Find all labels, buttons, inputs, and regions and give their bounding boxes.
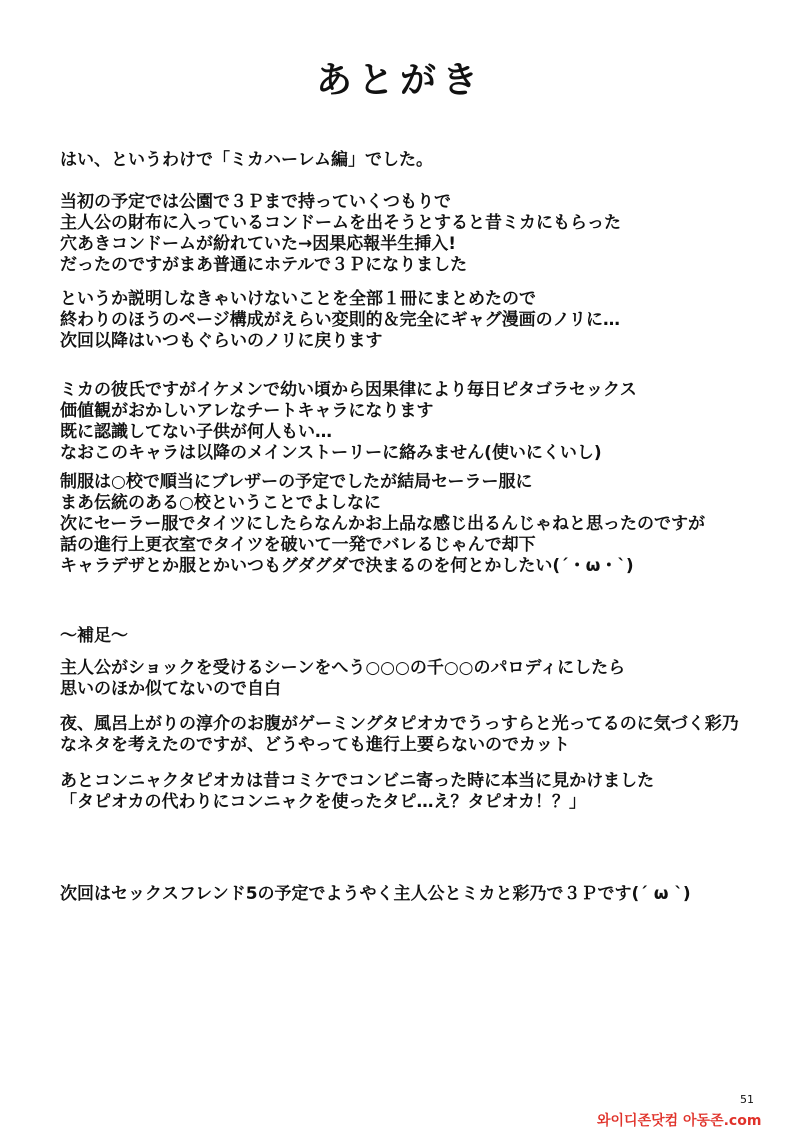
paragraph-plan <box>60 192 750 276</box>
text-line: 当初の予定では公園で３Ｐまで持っていくつもりで <box>60 192 451 212</box>
text-line: 価値観がおかしいアレなチートキャラになります <box>60 401 434 421</box>
page-title: あとがき <box>315 59 484 101</box>
text-line: 次にセーラー服でタイツにしたらなんかお上品な感じ出るんじゃねと思ったのですが <box>60 514 705 534</box>
paragraph-uniform <box>60 472 750 577</box>
text-line: 終わりのほうのページ構成がえらい変則的＆完全にギャグ漫画のノリに… <box>60 310 620 330</box>
paragraph-cut-idea <box>60 714 750 756</box>
paragraph-konjac <box>60 771 750 813</box>
text-line: 穴あきコンドームが紛れていた→因果応報半生挿入! <box>60 234 456 254</box>
watermark: 와이디존닷컴 아동존.com <box>597 1113 762 1129</box>
paragraph-boyfriend <box>60 380 750 464</box>
section-heading: ～補足～ <box>60 626 128 646</box>
text-line: 次回以降はいつもぐらいのノリに戻ります <box>60 331 383 351</box>
text-line: 既に認識してない子供が何人もい… <box>60 422 332 442</box>
text-line: 話の進行上更衣室でタイツを破いて一発でバレるじゃんで却下 <box>60 535 536 555</box>
text-line: 制服は○校で順当にブレザーの予定でしたが結局セーラー服に <box>60 472 533 492</box>
text-line: 夜、風呂上がりの淳介のお腹がゲーミングタピオカでうっすらと光ってるのに気づく彩乃 <box>60 714 739 734</box>
text-line: 次回はセックスフレンド5の予定でようやく主人公とミカと彩乃で３Ｐです(´ ω `) <box>60 884 691 904</box>
paragraph-parody <box>60 658 750 700</box>
text-line: 「タピオカの代わりにコンニャクを使ったタピ…え？タピオカ！？」 <box>60 792 586 812</box>
text-line: なネタを考えたのですが、どうやっても進行上要らないのでカット <box>60 735 570 755</box>
text-line: まあ伝統のある○校ということでよしなに <box>60 493 381 513</box>
text-line: キャラデザとか服とかいつもグダグダで決まるのを何とかしたい(´・ω・`) <box>60 556 634 576</box>
text-line: なおこのキャラは以降のメインストーリーに絡みません(使いにくいし) <box>60 443 602 463</box>
text-line: 思いのほか似てないので自白 <box>60 679 281 699</box>
text-line: ミカの彼氏ですがイケメンで幼い頃から因果律により毎日ピタゴラセックス <box>60 380 637 400</box>
text-line: はい、というわけで「ミカハーレム編」でした。 <box>60 150 433 170</box>
paragraph-intro <box>60 150 750 171</box>
text-line: あとコンニャクタピオカは昔コミケでコンビニ寄った時に本当に見かけました <box>60 771 655 791</box>
paragraph-supplement-heading <box>60 626 750 647</box>
paragraph-next <box>60 884 750 905</box>
text-line: だったのですがまあ普通にホテルで３Ｐになりました <box>60 255 468 275</box>
text-line: 主人公の財布に入っているコンドームを出そうとすると昔ミカにもらった <box>60 213 621 233</box>
paragraph-structure <box>60 289 750 352</box>
page-number: 51 <box>740 1093 754 1106</box>
text-line: というか説明しなきゃいけないことを全部１冊にまとめたので <box>60 289 536 309</box>
text-line: 主人公がショックを受けるシーンをへう○○○の千○○のパロディにしたら <box>60 658 626 678</box>
